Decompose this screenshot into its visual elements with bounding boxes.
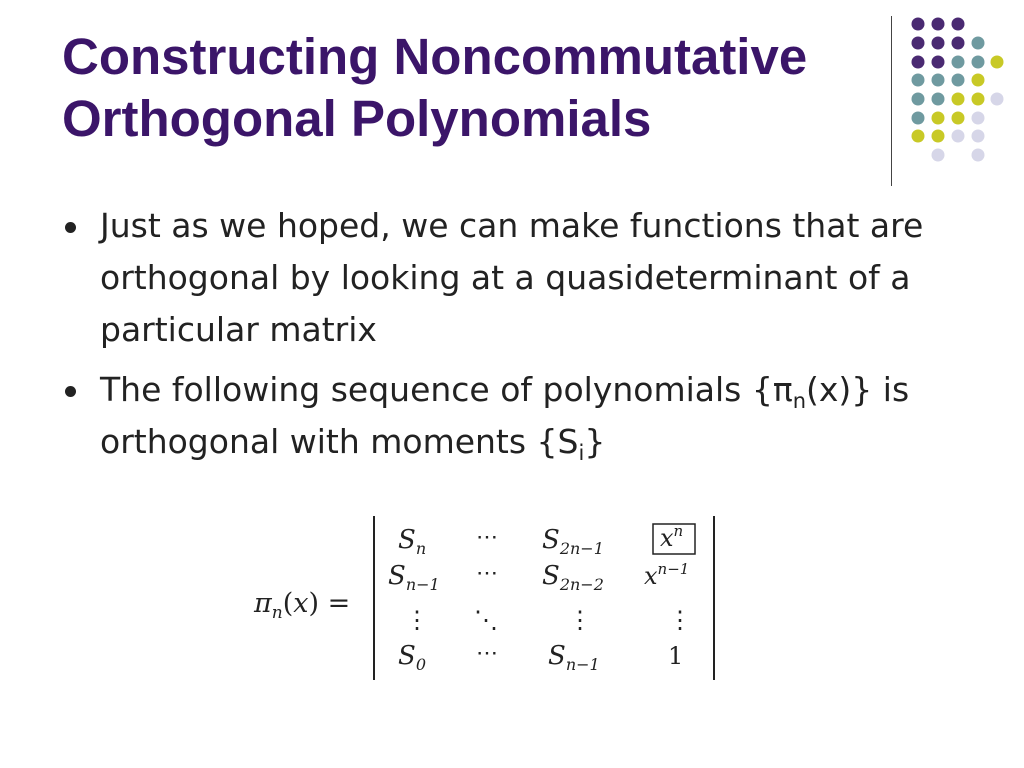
quasideterminant-formula xyxy=(250,512,730,687)
matrix-entry: ⋮ xyxy=(405,606,429,634)
decor-dot xyxy=(972,56,985,69)
bullet-text: Just as we hoped, we can make functions that are orthogonal by looking at a quasideterminant of a particular matrix xyxy=(100,206,924,349)
formula-lhs: $\pi_n(x)$ = xyxy=(254,588,351,623)
decor-dot xyxy=(912,93,925,106)
bullet-item xyxy=(62,364,932,468)
matrix-entry: ⋮ xyxy=(668,606,692,634)
decor-dot xyxy=(912,130,925,143)
decorative-dot-grid xyxy=(0,0,1024,200)
decor-dot xyxy=(912,37,925,50)
slide-title-line-1: Constructing Noncommutative xyxy=(62,28,808,85)
subscript-i: i xyxy=(578,441,585,465)
decor-dot xyxy=(952,56,965,69)
decor-dot xyxy=(932,149,945,162)
decor-dot xyxy=(972,74,985,87)
decor-dot xyxy=(952,93,965,106)
bullet-item xyxy=(62,200,932,356)
matrix-entry: $x^{n-1}$ xyxy=(644,560,690,590)
decor-dot xyxy=(972,130,985,143)
decor-dot xyxy=(912,56,925,69)
decor-dot xyxy=(952,130,965,143)
decor-dot xyxy=(972,149,985,162)
decor-dot xyxy=(932,56,945,69)
matrix-entry: ⋯ xyxy=(476,641,498,666)
decor-dot xyxy=(952,37,965,50)
bullet-text-part: The following sequence of polynomials {π xyxy=(100,370,793,409)
decor-dot xyxy=(932,18,945,31)
bullet-marker xyxy=(65,386,76,397)
decor-dot xyxy=(972,37,985,50)
matrix-entry: $S_{n-1}$ xyxy=(388,561,440,594)
decor-dot xyxy=(952,74,965,87)
matrix-entry: $S_{2n-2}$ xyxy=(542,561,604,594)
matrix-entry: ⋯ xyxy=(476,525,498,550)
matrix-entry: $S_{2n-1}$ xyxy=(542,525,604,558)
decor-dot xyxy=(972,112,985,125)
bullet-text-part: } xyxy=(584,422,606,461)
matrix-entry: $S_{n-1}$ xyxy=(548,641,600,674)
decor-dot xyxy=(932,112,945,125)
decor-dot xyxy=(972,93,985,106)
decor-dot xyxy=(932,37,945,50)
decor-dot xyxy=(912,74,925,87)
formula-graphic xyxy=(250,512,730,687)
decor-dot xyxy=(932,93,945,106)
matrix-entry: $S_n$ xyxy=(398,525,427,558)
subscript-n: n xyxy=(792,389,807,413)
decor-dot xyxy=(952,112,965,125)
decor-dot xyxy=(952,18,965,31)
decor-dot xyxy=(932,130,945,143)
bullet-marker xyxy=(65,222,76,233)
matrix-entry: ⋮ xyxy=(568,606,592,634)
matrix-entry: ⋱ xyxy=(474,606,498,634)
bullet-text-part: (x)} is orthogonal with moments {S xyxy=(100,370,910,461)
bullet-list xyxy=(62,200,932,476)
decor-dot xyxy=(932,74,945,87)
decor-dot xyxy=(991,93,1004,106)
matrix-entry-boxed: $x^n$ xyxy=(660,522,684,552)
decor-dot xyxy=(991,56,1004,69)
matrix-entry: ⋯ xyxy=(476,561,498,586)
decor-dot xyxy=(912,18,925,31)
matrix-entry: 1 xyxy=(668,642,684,670)
matrix-entry: $S_0$ xyxy=(398,641,426,674)
slide-title-line-2: Orthogonal Polynomials xyxy=(62,90,652,147)
decor-dot xyxy=(912,112,925,125)
